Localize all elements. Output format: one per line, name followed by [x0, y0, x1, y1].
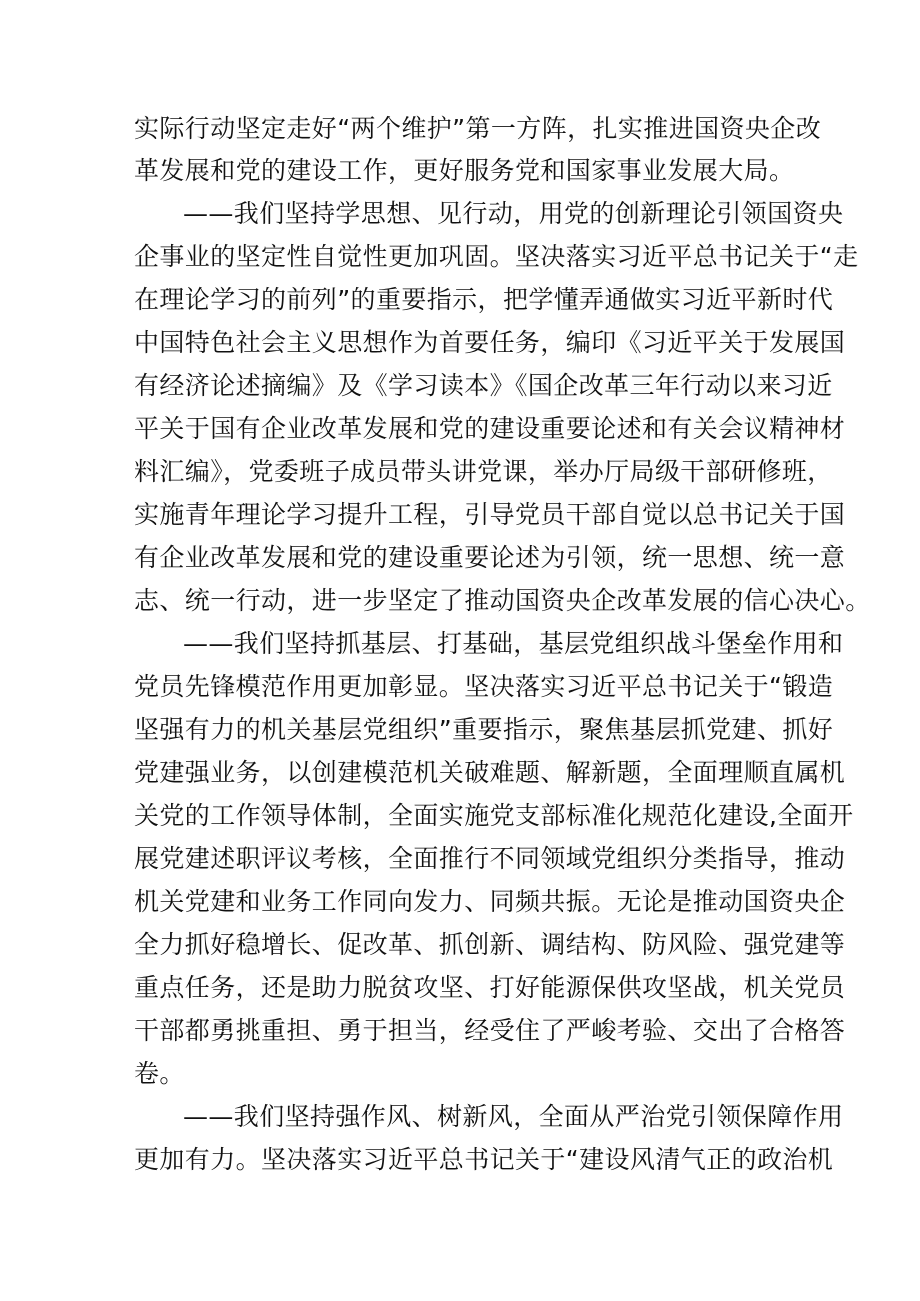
- text-line: 卷。: [134, 1059, 185, 1088]
- text-line: 展党建述职评议考核，全面推行不同领域党组织分类指导，推动: [134, 844, 846, 873]
- text-line: 党建强业务，以创建模范机关破难题、解新题，全面理顺直属机: [134, 758, 846, 787]
- text-line: 更加有力。坚决落实习近平总书记关于“建设风清气正的政治机: [134, 1145, 834, 1174]
- text-line: 机关党建和业务工作同向发力、同频共振。无论是推动国资央企: [134, 887, 846, 916]
- text-line: 坚强有力的机关基层党组织”重要指示，聚焦基层抓党建、抓好: [134, 715, 834, 744]
- text-line: ——我们坚持强作风、树新风，全面从严治党引领保障作用: [183, 1102, 844, 1131]
- text-line: 重点任务，还是助力脱贫攻坚、打好能源保供攻坚战，机关党员: [134, 973, 846, 1002]
- text-line: 料汇编》，党委班子成员带头讲党课，举办厅局级干部研修班，: [134, 457, 833, 486]
- text-line: 企事业的坚定性自觉性更加巩固。坚决落实习近平总书记关于“走: [134, 242, 859, 271]
- text-line: 干部都勇挑重担、勇于担当，经受住了严峻考验、交出了合格答: [134, 1016, 846, 1045]
- text-line: 革发展和党的建设工作，更好服务党和国家事业发展大局。: [134, 156, 795, 185]
- text-line: 在理论学习的前列”的重要指示，把学懂弄通做实习近平新时代: [134, 285, 834, 314]
- text-line: 有企业改革发展和党的建设重要论述为引领，统一思想、统一意: [134, 543, 846, 572]
- text-line: 实际行动坚定走好“两个维护”第一方阵，扎实推进国资央企改: [134, 114, 822, 143]
- text-line: 有经济论述摘编》及《学习读本》《国企改革三年行动以来习近: [134, 371, 833, 400]
- text-line: 中国特色社会主义思想作为首要任务，编印《习近平关于发展国: [134, 328, 846, 357]
- text-line: ——我们坚持学思想、见行动，用党的创新理论引领国资央: [183, 199, 844, 228]
- text-line: 全力抓好稳增长、促改革、抓创新、调结构、防风险、强党建等: [134, 930, 846, 959]
- text-line: 党员先锋模范作用更加彰显。坚决落实习近平总书记关于“锻造: [134, 672, 834, 701]
- text-line: ——我们坚持抓基层、打基础，基层党组织战斗堡垒作用和: [183, 629, 844, 658]
- text-line: 关党的工作领导体制，全面实施党支部标准化规范化建设,全面开: [134, 801, 854, 830]
- text-line: 实施青年理论学习提升工程，引导党员干部自觉以总书记关于国: [134, 500, 846, 529]
- text-line: 志、统一行动，进一步坚定了推动国资央企改革发展的信心决心。: [134, 586, 871, 615]
- text-line: 平关于国有企业改革发展和党的建设重要论述和有关会议精神材: [134, 414, 846, 443]
